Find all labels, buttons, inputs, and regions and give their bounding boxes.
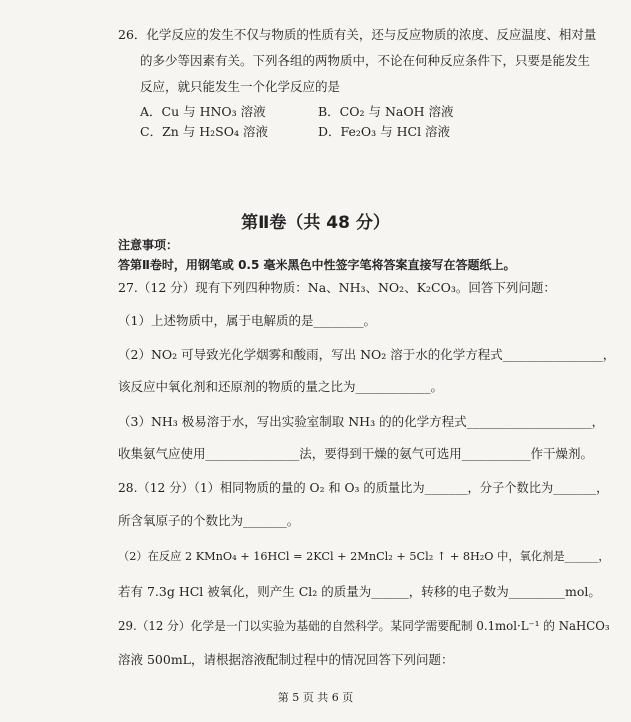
q26-option-d: D．Fe₂O₃ 与 HCl 溶液 [318, 124, 451, 139]
q27-stem: 27.（12 分）现有下列四种物质：Na、NH₃、NO₂、K₂CO₃。回答下列问题： [118, 280, 556, 295]
q27-part-1: （1）上述物质中，属于电解质的是________。 [118, 313, 376, 328]
q28-part-1-line-1: 28.（12 分）（1）相同物质的量的 O₂ 和 O₃ 的质量比为_______，分子个数比为_______， [118, 481, 609, 495]
q26-option-a: A．Cu 与 HNO₃ 溶液 [140, 104, 266, 119]
q26-line-2: 的多少等因素有关。下列各组的两物质中，不论在何种反应条件下，只要是能发生 [140, 53, 591, 68]
q26-line-1: 26．化学反应的发生不仅与物质的性质有关，还与反应物质的浓度、反应温度、相对量 [118, 27, 597, 42]
q29-line-2: 溶液 500mL，请根据溶液配制过程中的情况回答下列问题： [118, 652, 454, 667]
q26-line-3: 反应，就只能发生一个化学反应的是 [140, 79, 341, 94]
q27-part-3-line-1: （3）NH₃ 极易溶于水，写出实验室制取 NH₃ 的的化学方程式____________________， [118, 414, 605, 429]
notice-text: 答第Ⅱ卷时，用钢笔或 0.5 毫米黑色中性签字笔将答案直接写在答题纸上。 [118, 258, 516, 272]
page-footer: 第 5 页 共 6 页 [277, 691, 354, 704]
q28-part-2-line-2: 若有 7.3g HCl 被氧化，则产生 Cl₂ 的质量为______，转移的电子数为_________mol。 [118, 584, 601, 599]
q28-part-2-line-1: （2）在反应 2 KMnO₄ + 16HCl = 2KCl + 2MnCl₂ + 5Cl₂ ↑ + 8H₂O 中，氧化剂是______， [118, 550, 610, 563]
q28-part-1-line-2: 所含氧原子的个数比为_______。 [118, 513, 300, 528]
notice-heading: 注意事项： [118, 238, 179, 252]
q26-option-c: C．Zn 与 H₂SO₄ 溶液 [140, 124, 268, 139]
q29-line-1: 29.（12 分）化学是一门以实验为基础的自然科学。某同学需要配制 0.1mol·L⁻¹ 的 NaHCO₃ [118, 619, 610, 633]
q27-part-3-line-2: 收集氨气应使用_______________法，要得到干燥的氨气可选用___________作干燥剂。 [118, 446, 594, 461]
q27-part-2-line-1: （2）NO₂ 可导致光化学烟雾和酸雨，写出 NO₂ 溶于水的化学方程式________________， [118, 347, 616, 362]
q27-part-2-line-2: 该反应中氧化剂和还原剂的物质的量之比为____________。 [118, 379, 444, 394]
q26-option-b: B．CO₂ 与 NaOH 溶液 [318, 104, 454, 119]
section-title: 第Ⅱ卷（共 48 分） [241, 213, 390, 233]
